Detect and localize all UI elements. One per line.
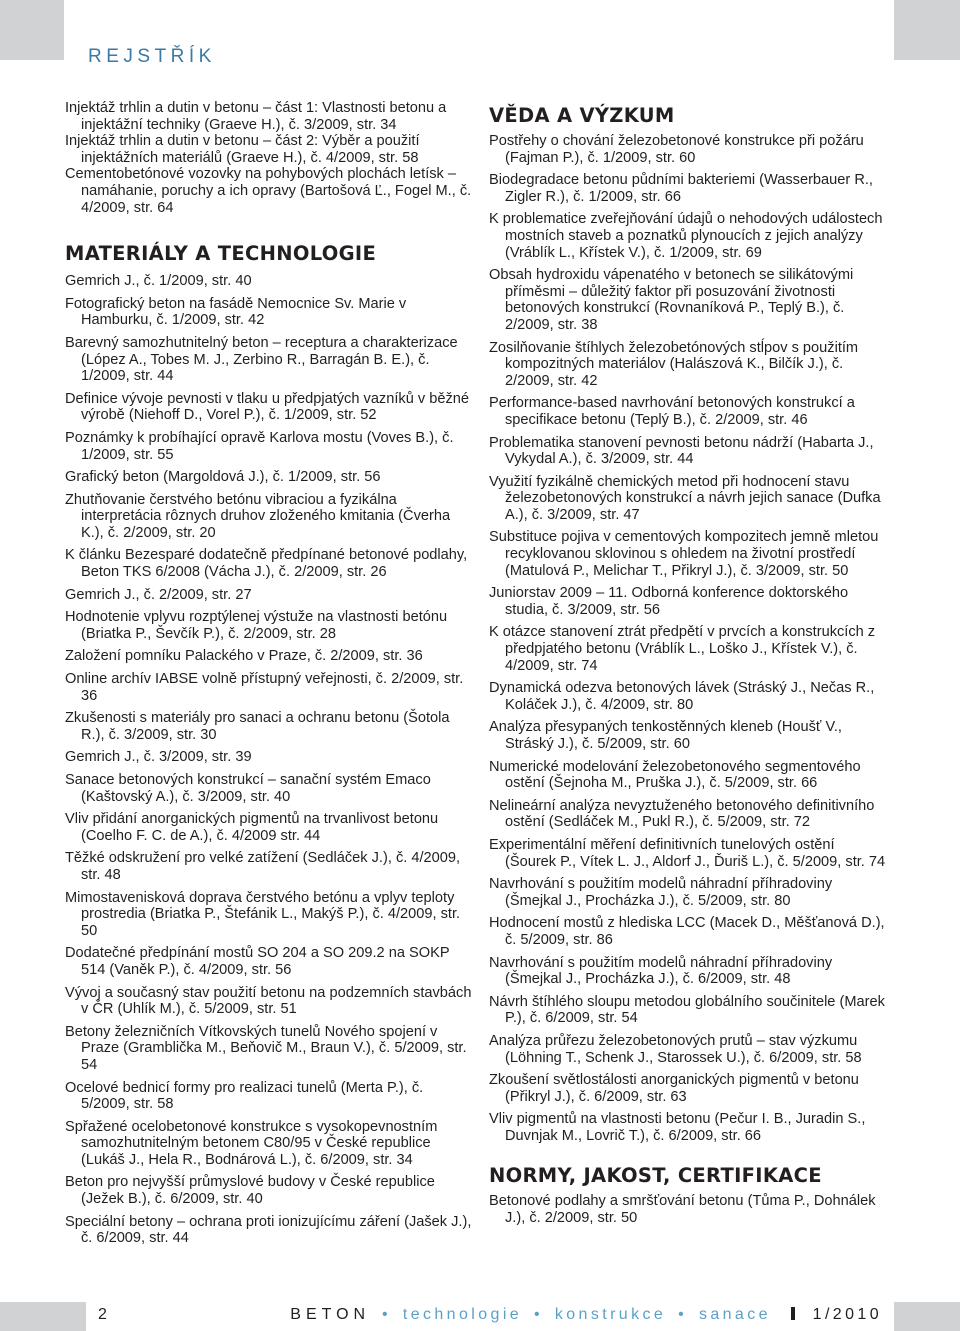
index-entry: Zkoušení světlostálosti anorganických pigmentů v betonu (Přikryl J.), č. 6/2009, str. 63: [489, 1072, 859, 1105]
index-entry: Dynamická odezva betonových lávek (Stráský J., Nečas R., Koláček J.), č. 4/2009, str. 80: [489, 680, 875, 713]
section-entries-veda: [489, 133, 889, 1144]
index-entry: Grafický beton (Margoldová J.), č. 1/2009, str. 56: [65, 469, 381, 486]
index-entry: Navrhování s použitím modelů náhradní příhradoviny (Šmejkal J., Procházka J.), č. 6/2009, str. 48: [489, 954, 833, 988]
index-entry: Těžké odskružení pro velké zatížení (Sedláček J.), č. 4/2009, str. 48: [65, 850, 461, 883]
index-entry: Ocelové bednicí formy pro realizaci tunelů (Merta P.), č. 5/2009, str. 58: [65, 1079, 424, 1113]
index-entry: Cementobetónové vozovky na pohybových plochách letísk – namáhanie, poruchy a ich opravy (Bartošová Ľ., Fogel M., č. 4/2009, str. 64: [65, 166, 472, 216]
index-entry: Hodnocení mostů z hlediska LCC (Macek D., Měšťanová D.), č. 5/2009, str. 86: [489, 915, 885, 948]
index-entry: Vliv přidání anorganických pigmentů na trvanlivost betonu (Coelho F. C. de A.), č. 4/2009 str. 44: [65, 811, 439, 844]
index-entry: Vliv pigmentů na vlastnosti betonu (Pečur I. B., Juradin S., Duvnjak M., Lovrič T.), č. 6/2009, str. 66: [489, 1111, 866, 1144]
footer-subtitle: konstrukce: [554, 1306, 667, 1323]
index-entry: Založení pomníku Palackého v Praze, č. 2/2009, str. 36: [65, 648, 423, 665]
index-entry: Biodegradace betonu půdními bakteriemi (Wasserbauer R., Zigler R.), č. 1/2009, str. 66: [489, 172, 873, 205]
index-entry: Analýza průřezu železobetonových prutů – stav výzkumu (Löhning T., Schenk J., Starossek U.), č. 6/2009, str. 58: [489, 1032, 862, 1066]
footer-masthead: [290, 1306, 882, 1324]
index-entry: Zhutňovanie čerstvého betónu vibraciou a fyzikálna interpretácia rôznych druhov zloženého kmitania (Čverha K.), č. 2/2009, str. 20: [65, 491, 451, 541]
footer-brand: BETON: [290, 1306, 371, 1323]
footer-subtitle: sanace: [698, 1306, 771, 1323]
index-entry: Postřehy o chování železobetonové konstrukce při požáru (Fajman P.), č. 1/2009, str. 60: [489, 133, 864, 166]
section-entries-normy: [489, 1193, 889, 1226]
left-column: [65, 100, 475, 1253]
corner-block-bottom-right: [894, 1302, 960, 1331]
section-heading-materialy: MATERIÁLY A TECHNOLOGIE: [65, 242, 377, 266]
index-entry: Definice vývoje pevnosti v tlaku u předpjatých vazníků v běžné výrobě (Niehoff D., Vorel P.), č. 1/2009, str. 52: [65, 390, 469, 424]
index-entry: Barevný samozhutnitelný beton – receptura a charakterizace (López A., Tobes M. J., Zerbino R., Barragán B. E.), č. 1/2009, str. 44: [65, 334, 458, 385]
index-entry: Betony železničních Vítkovských tunelů Nového spojení v Praze (Gramblička M., Beňovič M., Braun V.), č. 5/2009, str. 54: [65, 1023, 467, 1073]
index-entry: Experimentální měření definitivních tunelových ostění (Šourek P., Vítek L. J., Aldorf J., Ďuriš L.), č. 5/2009, str. 74: [489, 836, 886, 870]
index-entry: Speciální betony – ochrana proti ionizujícímu záření (Jašek J.), č. 6/2009, str. 44: [65, 1213, 472, 1247]
corner-block-top-left: [0, 0, 64, 60]
index-entry: Problematika stanovení pevnosti betonu nádrží (Habarta J., Vykydal A.), č. 3/2009, str. 44: [489, 434, 874, 468]
index-entry: Injektáž trhlin a dutin v betonu – část 1: Vlastnosti betonu a injektážní techniky (Graeve H.), č. 3/2009, str. 34: [65, 100, 447, 133]
index-entry: Online archív IABSE volně přístupný veřejnosti, č. 2/2009, str. 36: [65, 671, 464, 704]
index-entry: Gemrich J., č. 1/2009, str. 40: [65, 273, 252, 290]
index-entry: Betonové podlahy a smršťování betonu (Tůma P., Dohnálek J.), č. 2/2009, str. 50: [489, 1193, 876, 1227]
bullet-separator: •: [381, 1306, 391, 1323]
page-title: REJSTŘÍK: [88, 46, 216, 67]
index-entry: Sanace betonových konstrukcí – sanační systém Emaco (Kaštovský A.), č. 3/2009, str. 40: [65, 772, 431, 805]
index-entry: Zosilňovanie štíhlych železobetónových stĺpov s použitím kompozitných materiálov (Halászová K., Bilčík J.), č. 2/2009, str. 42: [489, 339, 859, 389]
section-entries-materialy: [65, 273, 475, 1247]
footer-subtitle: technologie: [402, 1306, 523, 1323]
index-entry: Vývoj a současný stav použití betonu na podzemních stavbách v ČR (Uhlík M.), č. 5/2009, str. 51: [65, 984, 472, 1018]
intro-entries: [65, 100, 475, 216]
index-entry: Beton pro nejvyšší průmyslové budovy v České republice (Ježek B.), č. 6/2009, str. 40: [65, 1174, 435, 1208]
corner-block-top-right: [894, 0, 960, 60]
right-column: [489, 100, 889, 1233]
index-entry: Numerické modelování železobetonového segmentového ostění (Šejnoha M., Pruška J.), č. 5/2009, str. 66: [489, 758, 861, 792]
index-entry: Zkušenosti s materiály pro sanaci a ochranu betonu (Šotola R.), č. 3/2009, str. 30: [65, 710, 450, 743]
section-heading-normy: NORMY, JAKOST, CERTIFIKACE: [489, 1164, 822, 1188]
index-entry: Dodatečné předpínání mostů SO 204 a SO 209.2 na SOKP 514 (Vaněk P.), č. 4/2009, str. 56: [65, 945, 450, 978]
bullet-separator: •: [678, 1306, 688, 1323]
index-entry: Poznámky k probíhající opravě Karlova mostu (Voves B.), č. 1/2009, str. 55: [65, 429, 454, 463]
index-entry: Hodnotenie vplyvu rozptýlenej výstuže na vlastnosti betónu (Briatka P., Ševčík P.), č. 2/2009, str. 28: [65, 609, 448, 642]
index-entry: Injektáž trhlin a dutin v betonu – část 2: Výběr a použití injektážních materiálů (Graeve H.), č. 4/2009, str. 58: [65, 133, 420, 166]
section-heading-veda: VĚDA A VÝZKUM: [489, 104, 675, 127]
footer-issue: 1/2010: [812, 1306, 882, 1323]
index-entry: K problematice zveřejňování údajů o nehodových událostech mostních staveb a poznatků plynoucích z jejich analýzy (Vráblík L., Křístek V.), č. 1/2009, str. 69: [489, 211, 883, 261]
index-entry: Využití fyzikálně chemických metod při hodnocení stavu železobetonových konstrukcí a návrh jejich sanace (Dufka A.), č. 3/2009, str. 47: [489, 473, 881, 523]
index-entry: Gemrich J., č. 2/2009, str. 27: [65, 586, 252, 603]
index-entry: Návrh štíhlého sloupu metodou globálního součinitele (Marek P.), č. 6/2009, str. 54: [489, 993, 885, 1027]
index-entry: K otázce stanovení ztrát předpětí v prvcích a konstrukcích z předpjatého betonu (Vráblík L., Loško J., Křístek V.), č. 4/2009, str. 74: [489, 624, 876, 674]
page-number: 2: [98, 1306, 107, 1323]
index-entry: Obsah hydroxidu vápenatého v betonech se silikátovými příměsmi – důležitý faktor při posuzování životnosti betonových konstrukcí (Rovnaníková P., Teplý B.), č. 2/2009, str. 38: [489, 267, 854, 333]
index-entry: Mimostavenisková doprava čerstvého betónu a vplyv teploty prostredia (Briatka P., Štefánik L., Makýš P.), č. 4/2009, str. 50: [65, 889, 461, 939]
index-entry: Navrhování s použitím modelů náhradní příhradoviny (Šmejkal J., Procházka J.), č. 5/2009, str. 80: [489, 876, 833, 909]
corner-block-bottom-left: [0, 1302, 86, 1331]
index-entry: Juniorstav 2009 – 11. Odborná konference doktorského studia, č. 3/2009, str. 56: [489, 585, 849, 618]
index-entry: Fotografický beton na fasádě Nemocnice Sv. Marie v Hamburku, č. 1/2009, str. 42: [65, 295, 407, 329]
index-entry: Substituce pojiva v cementových kompozitech jemně mletou recyklovanou sklovinou s ohledem na životní prostředí (Matulová P., Melichar T., Přikryl J.), č. 3/2009, str. 50: [489, 529, 879, 579]
index-entry: Gemrich J., č. 3/2009, str. 39: [65, 749, 252, 766]
bullet-separator: •: [533, 1306, 543, 1323]
footer-bar-divider: [791, 1307, 795, 1320]
index-entry: Analýza přesypaných tenkostěnných kleneb (Houšť V., Stráský J.), č. 5/2009, str. 60: [489, 719, 842, 752]
index-entry: Performance-based navrhování betonových konstrukcí a specifikace betonu (Teplý B.), č. 2/2009, str. 46: [489, 395, 855, 428]
index-entry: Spřažené ocelobetonové konstrukce s vysokopevnostním samozhutnitelným betonem C80/95 v České republice (Lukáš J., Hela R., Bodnárová L.), č. 6/2009, str. 34: [65, 1118, 438, 1168]
index-entry: K článku Bezesparé dodatečně předpínané betonové podlahy, Beton TKS 6/2008 (Vácha J.), č. 2/2009, str. 26: [65, 547, 468, 581]
index-entry: Nelineární analýza nevyztuženého betonového definitivního ostění (Sedláček M., Pukl R.), č. 5/2009, str. 72: [489, 797, 875, 831]
